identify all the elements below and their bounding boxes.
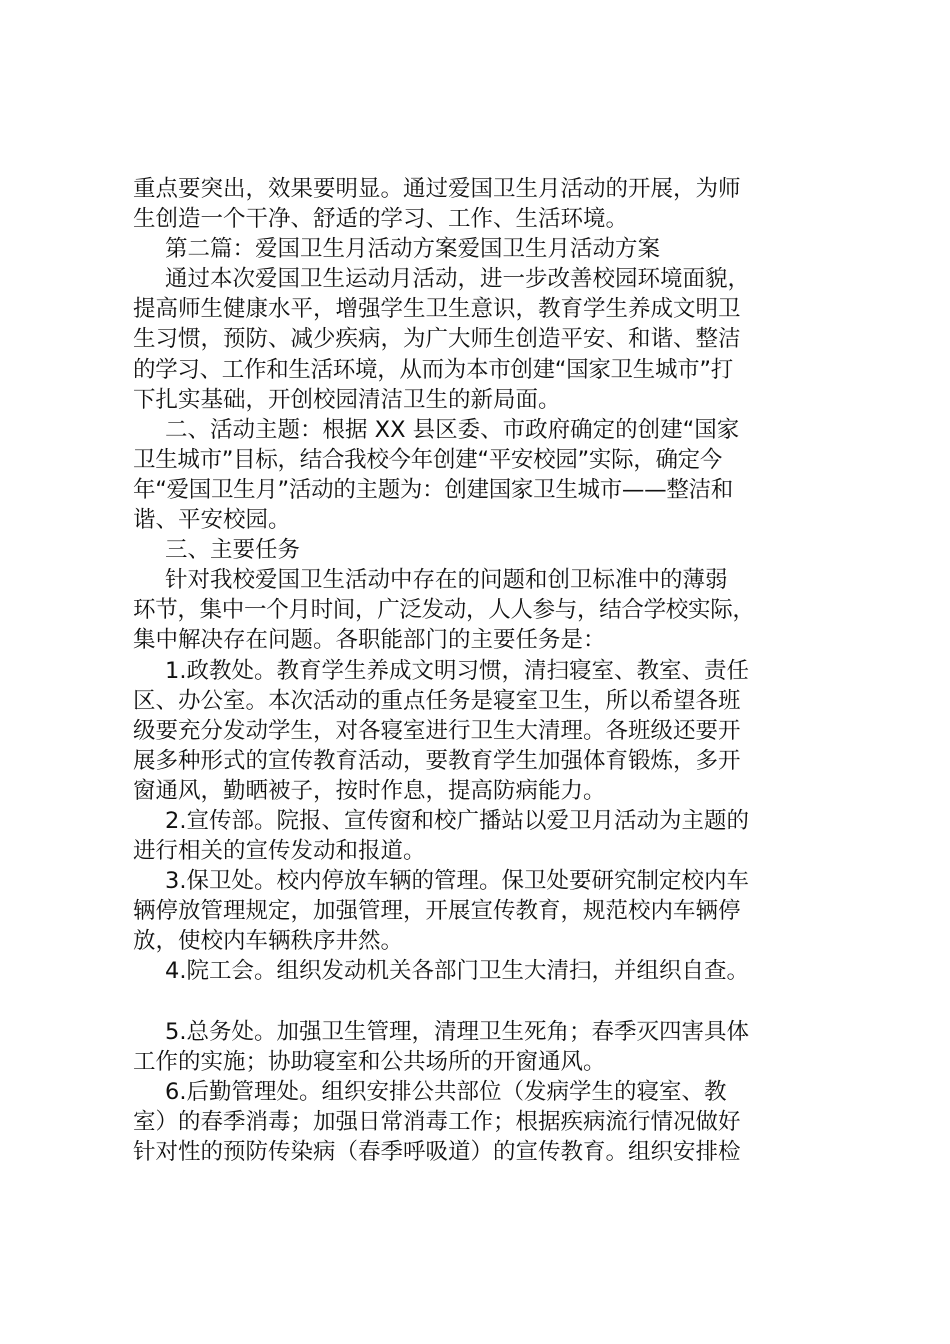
list-item: 2.宣传部。院报、宣传窗和校广播站以爱卫月活动为主题的 bbox=[165, 807, 749, 834]
text-line: 的学习、工作和生活环境，从而为本市创建“国家卫生城市”打 bbox=[133, 356, 733, 383]
text-line: 环节，集中一个月时间，广泛发动，人人参与，结合学校实际， bbox=[133, 597, 755, 624]
text-line: 卫生城市”目标，结合我校今年创建“平安校园”实际，确定今 bbox=[133, 446, 723, 473]
list-item: 6.后勤管理处。组织安排公共部位（发病学生的寝室、教 bbox=[165, 1078, 727, 1105]
text-line: 窗通风，勤晒被子，按时作息，提高防病能力。 bbox=[133, 777, 606, 804]
list-item: 3.保卫处。校内停放车辆的管理。保卫处要研究制定校内车 bbox=[165, 868, 749, 895]
blank-line bbox=[133, 987, 833, 1017]
text-line: 提高师生健康水平，增强学生卫生意识，教育学生养成文明卫 bbox=[133, 296, 741, 323]
section-heading: 第二篇：爱国卫生月活动方案爱国卫生月活动方案 bbox=[165, 236, 661, 263]
text-line: 区、办公室。本次活动的重点任务是寝室卫生，所以希望各班 bbox=[133, 687, 741, 714]
text-line: 谐、平安校园。 bbox=[133, 507, 291, 534]
text-line: 工作的实施；协助寝室和公共场所的开窗通风。 bbox=[133, 1048, 606, 1075]
text-line: 二、活动主题：根据 XX 县区委、市政府确定的创建“国家 bbox=[165, 416, 740, 443]
list-item: 4.院工会。组织发动机关各部门卫生大清扫，并组织自查。 bbox=[165, 958, 749, 985]
text-line: 针对性的预防传染病（春季呼吸道）的宣传教育。组织安排检 bbox=[133, 1139, 741, 1165]
text-line: 年“爱国卫生月”活动的主题为：创建国家卫生城市——整洁和 bbox=[133, 476, 733, 503]
text-line: 生习惯，预防、减少疾病，为广大师生创造平安、和谐、整洁 bbox=[133, 326, 741, 353]
text-line: 针对我校爱国卫生活动中存在的问题和创卫标准中的薄弱 bbox=[165, 567, 728, 594]
document-body bbox=[133, 174, 833, 1167]
text-line: 展多种形式的宣传教育活动，要教育学生加强体育锻炼，多开 bbox=[133, 747, 741, 774]
list-item: 5.总务处。加强卫生管理，清理卫生死角；春季灭四害具体 bbox=[165, 1018, 749, 1045]
text-line: 生创造一个干净、舒适的学习、工作、生活环境。 bbox=[133, 206, 629, 233]
text-line: 级要充分发动学生，对各寝室进行卫生大清理。各班级还要开 bbox=[133, 717, 741, 744]
text-line: 室）的春季消毒；加强日常消毒工作；根据疾病流行情况做好 bbox=[133, 1108, 741, 1135]
text-line: 进行相关的宣传发动和报道。 bbox=[133, 838, 426, 865]
section-heading: 三、主要任务 bbox=[165, 537, 301, 564]
text-line: 下扎实基础，开创校园清洁卫生的新局面。 bbox=[133, 386, 561, 413]
text-line: 放，使校内车辆秩序井然。 bbox=[133, 928, 404, 955]
text-line: 通过本次爱国卫生运动月活动，进一步改善校园环境面貌， bbox=[165, 266, 751, 293]
text-line: 辆停放管理规定，加强管理，开展宣传教育，规范校内车辆停 bbox=[133, 898, 741, 925]
text-line: 重点要突出，效果要明显。通过爱国卫生月活动的开展，为师 bbox=[133, 176, 741, 202]
list-item: 1.政教处。教育学生养成文明习惯，清扫寝室、教室、责任 bbox=[165, 657, 749, 684]
text-line: 集中解决存在问题。各职能部门的主要任务是： bbox=[133, 627, 606, 654]
